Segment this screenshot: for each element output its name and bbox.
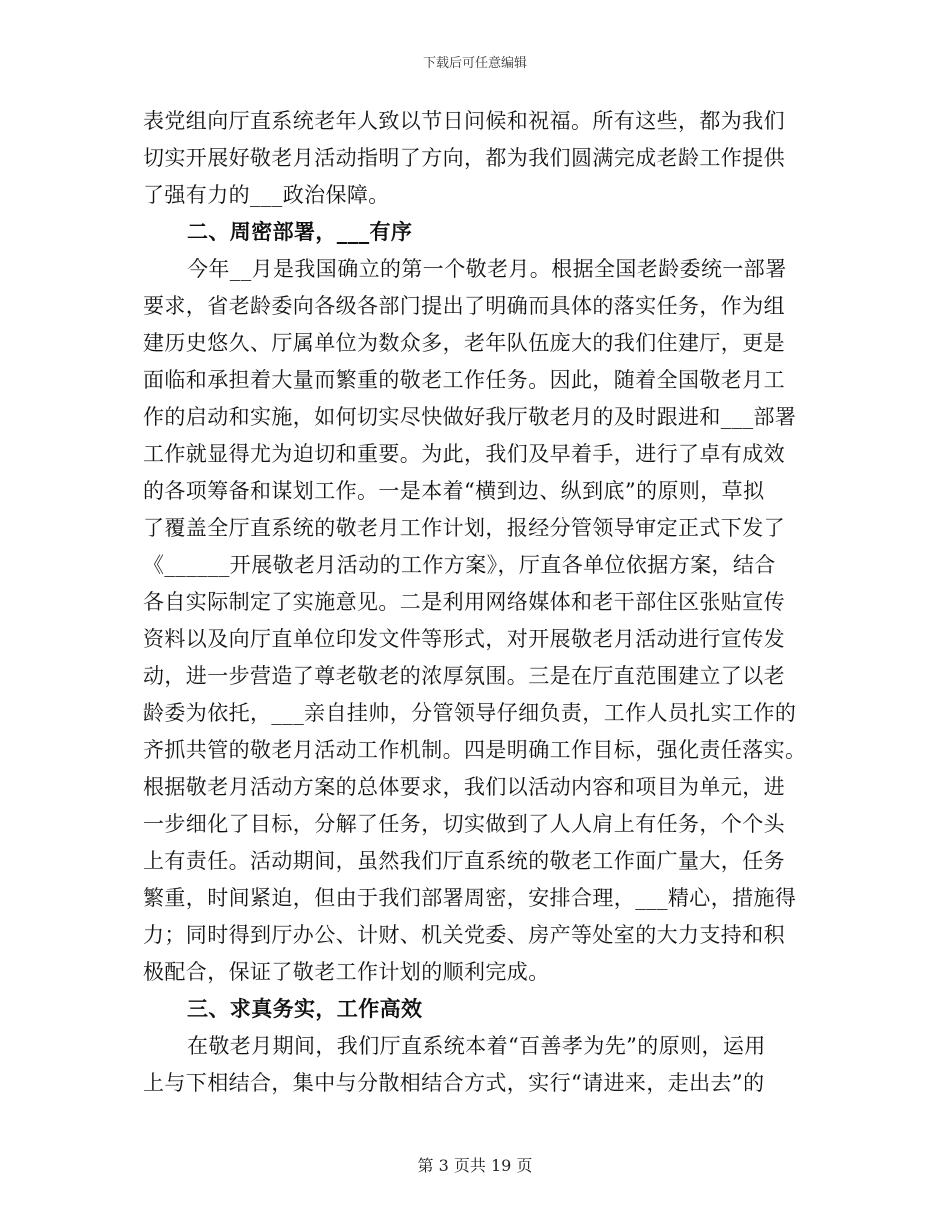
body-text-line: 力；同时得到厅办公、计财、机关党委、房产等处室的大力支持和积: [143, 923, 785, 947]
document-body: [143, 103, 808, 1102]
body-text-line: 建历史悠久、厅属单位为数众多，老年队伍庞大的我们住建厅，更是: [143, 331, 785, 355]
body-text-line: 龄委为依托，___亲自挂帅，分管领导仔细负责，工作人员扎实工作的: [143, 701, 797, 725]
page-header-note: 下载后可任意编辑: [422, 56, 527, 71]
body-text-line: 繁重，时间紧迫，但由于我们部署周密，安排合理，___精心，措施得: [143, 886, 797, 910]
body-text-line: 上有责任。活动期间，虽然我们厅直系统的敬老工作面广量大，任务: [143, 849, 785, 873]
body-text-line: 表党组向厅直系统老年人致以节日问候和祝福。所有这些，都为我们: [143, 109, 785, 133]
body-text-line: 了覆盖全厅直系统的敬老月工作计划，报经分管领导审定正式下发了: [143, 516, 785, 540]
body-text-line: 《______开展敬老月活动的工作方案》，厅直各单位依据方案，结合: [143, 553, 776, 577]
body-text-line: 的各项筹备和谋划工作。一是本着“横到边、纵到底”的原则，草拟: [143, 479, 765, 503]
body-text-line: 资料以及向厅直单位印发文件等形式，对开展敬老月活动进行宣传发: [143, 627, 785, 651]
body-text-line: 切实开展好敬老月活动指明了方向，都为我们圆满完成老龄工作提供: [143, 146, 785, 170]
body-text-line: 动，进一步营造了尊老敬老的浓厚氛围。三是在厅直范围建立了以老: [143, 664, 785, 688]
body-text-line: 一步细化了目标，分解了任务，切实做到了人人肩上有任务，个个头: [143, 812, 785, 836]
section-heading: 二、周密部署，___有序: [187, 220, 413, 244]
section-heading: 三、求真务实，工作高效: [187, 997, 423, 1021]
body-text-line: 上与下相结合，集中与分散相结合方式，实行“请进来，走出去”的: [143, 1071, 765, 1095]
body-text-line: 了强有力的___政治保障。: [143, 183, 390, 207]
body-text-line: 根据敬老月活动方案的总体要求，我们以活动内容和项目为单元，进: [143, 775, 785, 799]
body-text-line: 作的启动和实施，如何切实尽快做好我厅敬老月的及时跟进和___部署: [143, 405, 797, 429]
page-number-footer: 第 3 页共 19 页: [417, 1156, 533, 1175]
body-text-line: 要求，省老龄委向各级各部门提出了明确而具体的落实任务，作为组: [143, 294, 785, 318]
body-text-line: 今年__月是我国确立的第一个敬老月。根据全国老龄委统一部署: [187, 257, 787, 281]
body-text-line: 各自实际制定了实施意见。二是利用网络媒体和老干部住区张贴宣传: [143, 590, 785, 614]
body-text-line: 极配合，保证了敬老工作计划的顺利完成。: [143, 960, 550, 984]
body-text-line: 面临和承担着大量而繁重的敬老工作任务。因此，随着全国敬老月工: [143, 368, 785, 392]
body-text-line: 工作就显得尤为迫切和重要。为此，我们及早着手，进行了卓有成效: [143, 442, 785, 466]
body-text-line: 齐抓共管的敬老月活动工作机制。四是明确工作目标，强化责任落实。: [143, 738, 807, 762]
body-text-line: 在敬老月期间，我们厅直系统本着“百善孝为先”的原则，运用: [187, 1034, 766, 1058]
